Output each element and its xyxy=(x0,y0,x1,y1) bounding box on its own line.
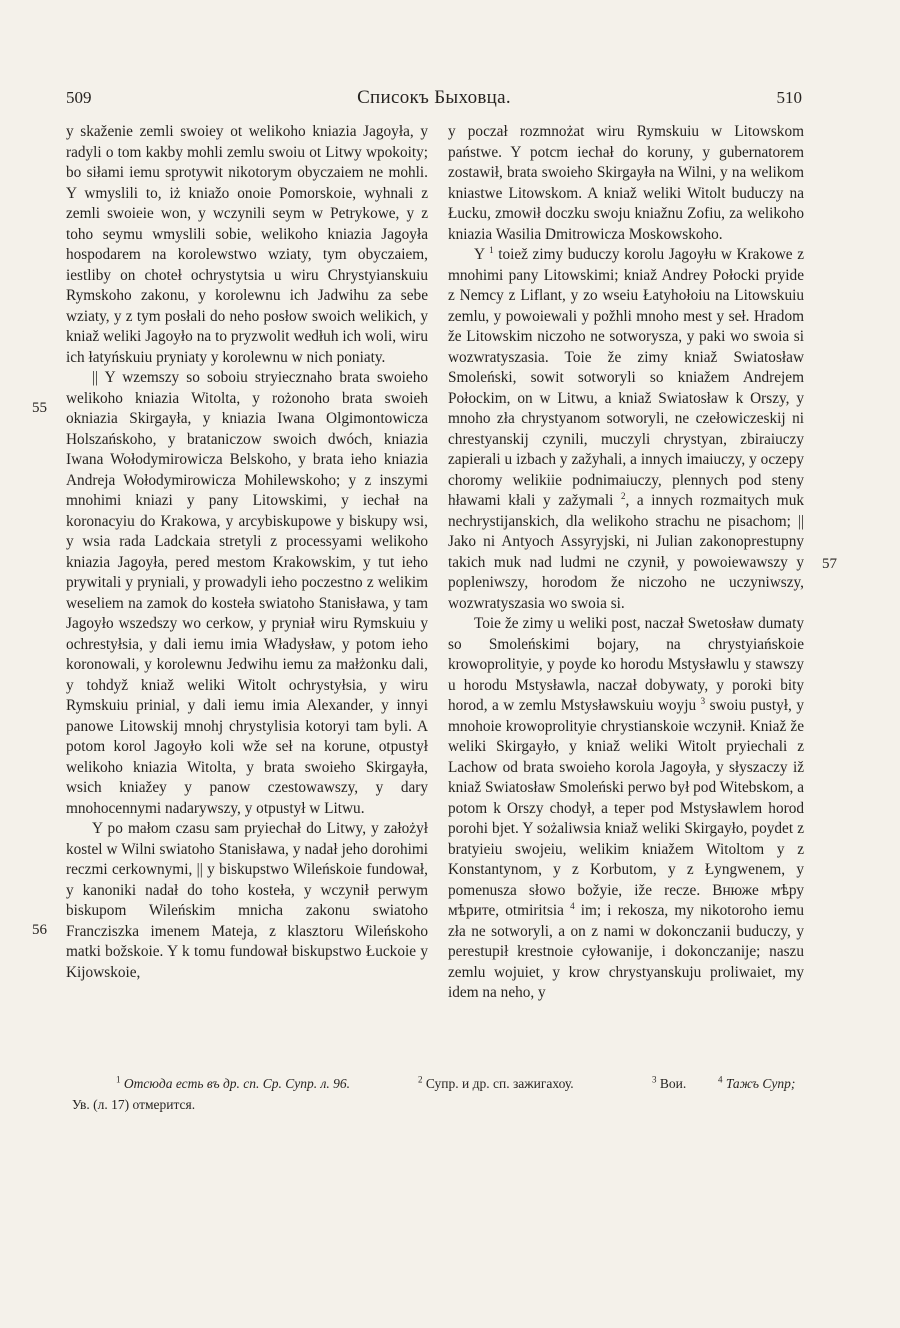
paragraph: y poczał rozmnożat wiru Rymskuiu w Litowskom państwe. Y potcm iechał do koruny, y gubernatorem zostawił, brata swoieho Skirgayła na Wilni, y na welikom kniastwe Litowskom. A kniaž weliki Witolt buduczy na Łucku, zmowił doczku swoju kniažnu Zofiu, za welikoho kniazia Wasilia Dmitrowicza Moskowskoho. xyxy=(448,123,804,243)
footnote-1: $^1$ Отсюда есть въ др. сп. Ср. Супр. л. 96. xyxy=(116,1074,351,1091)
footnotes xyxy=(66,1073,806,1115)
footnote-ref: 4 xyxy=(570,900,575,911)
paragraph: Toie že zimy u weliki post, naczał Swetosław dumaty so Smoleńskimi bojary, na chrystyiańskoie krowoprolityie, y poyde ko horodu Mstysławlu y stawszy u horodu Mstysławla, naczał dobywaty, y poroki bity horod, a w zemlu Mstysławskuiu woyju $^3$ swoiu pustył, y mnohoie krowoprolityie chrystianskoie wczynił. Kniaž že weliki Skirgayło, y kniaž weliki Witolt pryiechali z Lachow od brata swoieho korola Jagoyła, y słyszaczy iž kniaž Swiatosław Smoleński perwo był pod Witebskom, a potom k Orszy chodył, a teper pod Mstysławlem horod porohi bjet. Y sożaliwsia kniaž weliki Skirgayło, poydet z bratyieiu swojeiu, welikim kniažem Witoltom y z Konstantynom, y z Korbutom, y z Łyngwenem, y pomenusza słowo božyie, iže recze. Внюже мѣру мѣрите, otmiritsia $^4$ im; i rekosza, my nikotoroho iemu zła ne sotworyli, a on z nami w dokonczanii buduczy, y perestupił krestnoie cyłowanije, i dokonczanije; naszu zemlu wojuiet, y krow chrystyanskuju proliwaiet, my idem na neho, y xyxy=(448,615,804,1001)
footnote-4: $^4$ Тажъ Супр; xyxy=(718,1074,796,1091)
margin-number-56: 56 xyxy=(32,922,47,938)
footnote-ref: 3 xyxy=(700,695,706,706)
page-header xyxy=(66,88,802,112)
footnote-2: $^2$ Супр. и др. сп. зажигахоу. xyxy=(418,1074,574,1091)
text-column-left xyxy=(66,122,428,983)
running-title: Списокъ Быховца. xyxy=(357,87,511,108)
paragraph: y skaženie zemli swoiey ot welikoho kniazia Jagoyła, y radyli o tom kakby mohli zemlu swoiu ot Litwy wpokoity; bo siłami iemu sprotywit nikotorym obyczaiem ne mohli. Y wmyslili to, iż kniažo onoie Pomorskoie, wyhnali z zemli swoieie won, y wczynili seym w Petrykowe, y z toho seymu wmyslili sobie, welikoho kniazia Jagoyła hospodarem na korolewstwo wziaty, tym obyczaiem, iestliby on choteł ochrystytsia u wiru Chrystyianskuiu Rymskoho zakonu, y korolewnu ich Jadwihu za sebe wziaty, y z tym posłali do neho posłow swoich welikich, y kniaž weliki Jagoyło na to pryzwolit wedłuh ich woli, wiru ich łatyńskuiu pryniaty y korolewnu w nich poniaty. xyxy=(66,123,428,366)
page-number-left: 509 xyxy=(66,88,92,107)
paragraph: || Y wzemszy so soboiu stryiecznaho brata swoieho welikoho kniazia Witolta, y rożonoho brata swoieh okniazia Skirgayła, y kniazia Iwana Olgimontowicza Holszańskoho, y brataniczow swoich dwóch, kniazia Iwana Wołodymirowicza Belskoho, y brata ieho kniazia Andreja Wołodymirowicza Mohilewskoho; y z inszymi mnohimi kniazi y pany Litowskimi, y iechał na koronacyiu do Krakowa, y arcybiskupowe y biskupy wsi, y wsia rada Ladckaia stretyli z processyami welikoho kniazia Jagoyła, pered mestom Krakowskim, y tut ieho prywitali y pryniali, y prowadyli ieho poczestno z welikim weseliem na zamok do kosteła swiatoho Stanisława, y tam Jagoyło wszedszy wo cerkow, y pryniał wiru Rymskuiu y ochrestyłsia, y dali iemu imia Władysław, y potom ieho koronowali, y korolewnu Jedwihu iemu za małżonku dali, y tohdyž kniaž weliki Witolt ochrystyłsia, y wiru Rymskuiu prinial, y dali iemu imia Alexander, y innyi panowe Litowskij mnohj chrystylisia kotoryi tam byli. A potom korol Jagoyło koli wže seł na korune, otpustył welikoho kniazia Witolta, y brata swoieho Skirgayła, wsich kniažey y panow czestowawszy, y dary mnohocennymi nadarywszy, y otpustył w Litwu. xyxy=(66,369,428,817)
paragraph: Y po małom czasu sam pryiechał do Litwy, y założył kostel w Wilni swiatoho Stanisława, y nadał jeho dorohimi reczmi cerkownymi, || y biskupstwo Wileńskoie fundował, y kanoniki nadał do toho kosteła, y wczynił perwym biskupom Wileńskim mnicha zakonu swiatoho Francziszka imenem Mateja, z klasztoru Wileńskoho matki božskoie. Y k tomu fundował biskupstwo Łuckoie y Kijowskoie, xyxy=(66,820,428,981)
margin-number-55: 55 xyxy=(32,400,47,416)
margin-number-57: 57 xyxy=(822,556,837,572)
footnote-ref: 1 xyxy=(489,244,494,255)
footnote-ref: 2 xyxy=(620,490,626,501)
footnote-1-continued: Ув. (л. 17) отмерится. xyxy=(72,1097,196,1112)
text-column-right xyxy=(448,122,804,1004)
page-number-right: 510 xyxy=(776,88,802,107)
paragraph: Y $^1$ toiež zimy buduczy korolu Jagoyłu w Krakowe z mnohimi pany Litowskimi; kniaž Andrey Połocki pryide z Nemcy z Liflant, y zo wseiu Łatyhołoiu na Litowskuiu zemlu, y powoiewali y požhli mnoho mest y seł. Hradom že Litowskim niczoho ne sotworysza, y paki wo swoia si wozwratyszasia. Toie že zimy kniaž Swiatosław Smoleński, sowit sotworyli so kniažem Andrejem Połockim, on w Litwu, a kniaž Swiatosław k Orszy, y mnoho zła chrystyanom sotworyli, ne czełowiczeskij ni chrestyanskij czynili, muczyli chrystyan, zbiraiuczy zapierali u izbach y zažyhali, a innych imaiuczy, y oczepy choromy welikiie podnimaiuczy, plennych pod steny hławami kłali y zažymali $^2$, a innych rozmaitych muk nechrystijanskich, dla welikoho strachu ne pisachom; || Jako ni Antyoch Assyryjski, ni Julian zakonoprestupny takich muk nad ludmi ne czynił, y powoiewawszy y popleniwszy, horodom že niczoho ne uczyniwszy, wozwratyszasia wo swoia si. xyxy=(448,244,804,612)
footnote-3: $^3$ Вои. xyxy=(652,1074,687,1091)
